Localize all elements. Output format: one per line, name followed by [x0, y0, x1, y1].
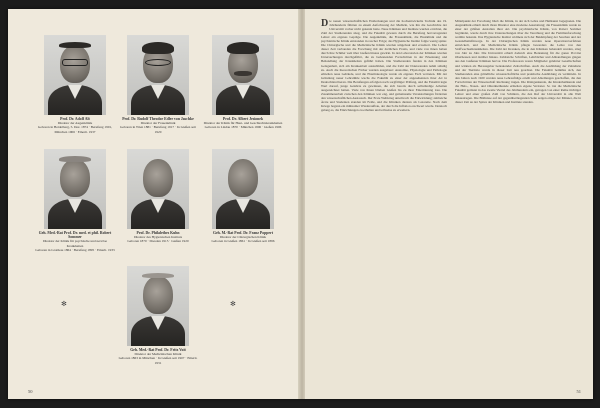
portrait-photo-4	[44, 149, 106, 229]
portrait-photo-6	[212, 149, 274, 229]
portrait-5-name: Prof. Dr. Philalethes Kuhn	[136, 231, 180, 235]
portrait-1-dates: Geboren in Heidelberg, 5. Dez. 1874 · Berufung 1901, München 1906 · Emerit. 1937	[37, 125, 113, 134]
portrait-photo-3	[212, 35, 274, 115]
portrait-6-role: Direktor der Chirurgischen Klinik	[219, 235, 267, 240]
portrait-1-role: Direktor der Augenklinik	[57, 121, 93, 126]
portrait-2-dates: Geboren in Wien 1881 · Berufung 1917 · In Gießen seit 1920	[120, 125, 196, 134]
portrait-3-dates: Geboren in Lindau 1870 · München 1906 · Gießen 1906	[204, 125, 282, 130]
portrait-6-name: Geh. M.-Rat Prof. Dr. Franz Poppert	[213, 231, 273, 235]
text-column-2	[455, 19, 581, 384]
portrait-3-role: Direktor der Klinik für Haut- und Geschlechtskrankheiten	[203, 121, 283, 126]
left-page	[8, 9, 300, 399]
portrait-4-role: Direktor der Klinik für psychische und nervöse Krankheiten	[42, 239, 108, 248]
right-page	[305, 9, 593, 399]
portrait-4	[35, 149, 115, 252]
portrait-3-name: Prof. Dr. Albert Jesionek	[222, 117, 264, 121]
page-number-left: 50	[28, 389, 33, 394]
portrait-7-name: Geh. Med.-Rat Prof. Dr. Fritz Voit	[130, 348, 186, 352]
portrait-2	[120, 35, 196, 134]
portrait-photo-1	[44, 35, 106, 115]
portrait-3	[203, 35, 283, 130]
portrait-5	[127, 149, 189, 244]
ornament-right: ✻	[230, 300, 236, 308]
portrait-photo-5	[127, 149, 189, 229]
ornament-left: ✻	[61, 300, 67, 308]
portrait-4-dates: Geboren in Grottkau 1864 · Berufung 1895 · Emerit. 1933	[35, 247, 115, 252]
portrait-5-role: Direktor des Hygienischen Instituts	[133, 235, 183, 240]
text-column-1	[321, 19, 447, 384]
portrait-photo-7	[127, 266, 189, 346]
page-number-right: 51	[576, 389, 581, 394]
portrait-2-name: Prof. Dr. Rudolf Theodor Edler von Jaschke	[122, 117, 194, 121]
drop-initial: D	[321, 19, 329, 29]
portrait-photo-2	[127, 35, 189, 115]
book-spread	[8, 9, 593, 399]
portrait-5-dates: Geboren 1870 · Dresden 1915 · Gießen 1920	[127, 239, 189, 244]
portrait-7-dates: Geboren 1863 in München · In Gießen seit 1907 · Emerit. 1931	[118, 356, 198, 365]
portrait-1-name: Prof. Dr. Adolf Alt	[60, 117, 90, 121]
portrait-4-name: Geh. Med.-Rat Prof. Dr. med. et phil. Robert Sommer	[38, 231, 112, 240]
portrait-1	[37, 35, 113, 134]
portrait-6-dates: Geboren in Gießen 1861 · In Gießen seit 1896	[211, 239, 275, 244]
portrait-7-role: Direktor der Medizinischen Klinik	[134, 352, 182, 357]
column-1-text: ie neuen wissenschaftlichen Entdeckungen und die hochentwickelte Technik des 19. Jahrhunderts führten zu einem Aufschwung der Medizin, wie ihn die Geschichte der Universität vorher nicht gekannt hatte. Neue Kliniken und Institute wurden errichtet, die Zahl der Studierenden stieg, und die Fakultät gewann durch die Berufung hervorragender Lehrer ein eigenes Gepräge. Die Augenklinik, die Frauenklinik, die Hautklinik und die psychiatrische Klinik entstanden in rascher Folge; das Hygienische Institut folgte wenig später. Die Chirurgische und die Medizinische Klinik wurden umgebaut und erweitert. Die Lehrer dieser Zeit verbanden die Forschung mit der ärztlichen Praxis, und viele von ihnen haben durch ihre Schüler weit über Gießen hinaus gewirkt. In den Laboratorien der Kliniken wurden Untersuchungen durchgeführt, die zu bedeutenden Fortschritten in der Erkennung und Behandlung der Krankheiten geführt haben. Die Studierenden fanden in den Kliniken Gelegenheit, sich am Krankenbett auszubilden, und die Zahl der Doktoranden nahm ständig zu. Auch die theoretischen Fächer wurden ausgebaut: Anatomie, Physiologie und Pathologie erhielten neue Gebäude, und die Pharmakologie wurde als eigenes Fach vertreten. Mit der Gründung neuer Lehrstühle wuchs die Fakultät zu einer der angesehensten ihrer Art in Deutschland heran. Die Berufungen erfolgten nach sorgfältiger Prüfung, und die Fakultät legte Wert darauf, junge Gelehrte zu gewinnen, die sich bereits durch selbständige Arbeiten ausgezeichnet hatten. Viele von ihnen blieben Gießen bis zu ihrer Emeritierung treu. Die Zusammenarbeit zwischen den Kliniken war eng, und gemeinsame Veranstaltungen förderten den wissenschaftlichen Austausch. Der Erste Weltkrieg unterbrach die Entwicklung; zahlreiche Ärzte und Studenten standen im Felde, und die Kliniken dienten als Lazarette. Nach dem Kriege begann ein mühsamer Wiederaufbau, der durch die Inflation erschwert wurde. Dennoch gelang es, die Einrichtungen zu erhalten und teilweise zu erweitern.	[321, 19, 447, 113]
portrait-6	[212, 149, 274, 244]
portrait-2-role: Direktor der Frauenklinik	[140, 121, 176, 126]
column-2-text: Mittelpunkt der Forschung blieb die Klinik, in der sich Lehre und Heilkunst begegneten. Die Augenklinik erhielt durch ihren Direktor eine moderne Ausstattung; die Frauenklinik wurde zu einer der größten Anstalten ihrer Art. Die psychiatrische Klinik, von Robert Sommer begründet, wurde durch ihre Untersuchungen über die Vererbung und die Familienforschung weithin bekannt. Das Hygienische Institut widmete sich der Bekämpfung der Seuchen und der Gesundheitsfürsorge. In der Chirurgischen Klinik wurden neue Operationsverfahren entwickelt, und die Medizinische Klinik pflegte besonders die Lehre von den Stoffwechselkrankheiten. Die Zahl der Kranken, die in den Kliniken behandelt wurden, stieg von Jahr zu Jahr. Die Universität erhielt dadurch eine Bedeutung für die ganze Provinz Oberhessen und darüber hinaus. Zahlreiche Schriften, Lehrbücher und Abhandlungen gingen aus den Gießener Kliniken hervor. Die Professoren waren Mitglieder gelehrter Gesellschaften und wirkten als Herausgeber bedeutender Zeitschriften. Auch die Ausbildung der Zahnärzte und der Tierärzte wurde in dieser Zeit neu geordnet. Die Fakultät bemühte sich, den Studierenden eine gründliche wissenschaftliche und praktische Ausbildung zu vermitteln. In den Jahren nach 1920 wurden neue Lehraufträge erteilt und Abteilungen geschaffen, die den Fortschritten der Wissenschaft Rechnung trugen. Die Röntgenkunde, die Kinderheilkunde und die Hals-, Nasen- und Ohrenheilkunde erhielten eigene Vertreter. So trat die Medizinische Fakultät gerüstet in das zweite Viertel des Jahrhunderts ein, getragen von einer Reihe tüchtiger Lehrer und einer großen Zahl von Schülern, die den Ruf der Universität in alle Welt hinaustrugen. Die Bildnisse auf der gegenüberliegenden Seite zeigen einige der Männer, die in dieser Zeit an der Spitze der Kliniken und Institute standen.	[455, 19, 581, 104]
portrait-7	[118, 266, 198, 365]
